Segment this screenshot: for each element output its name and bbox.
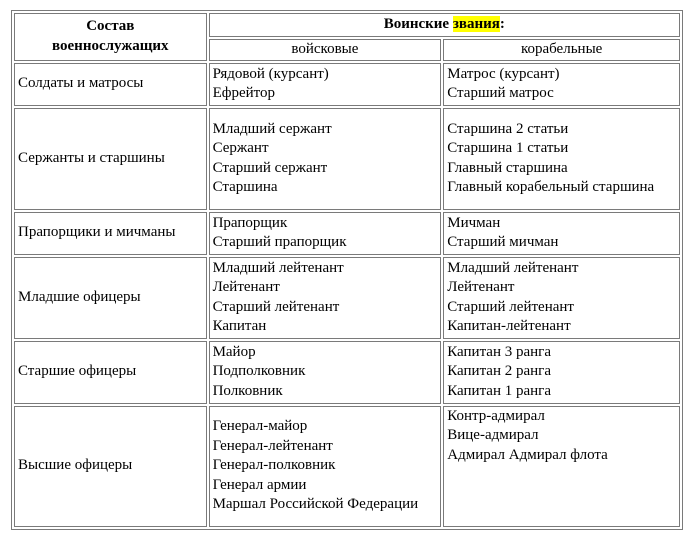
rank-item: Полковник: [212, 382, 283, 399]
table-row: [14, 212, 680, 255]
rank-item: Старший сержант: [212, 159, 328, 176]
rank-item: Старшина: [212, 179, 278, 195]
header-ranks-suffix: :: [499, 16, 505, 33]
rank-item: Лейтенант: [447, 279, 515, 295]
navy-ranks-cell: [443, 406, 680, 527]
rank-item: Капитан 1 ранга: [447, 382, 551, 399]
header-ranks-prefix: Воинские: [383, 16, 453, 33]
column-header-army: войсковые: [209, 39, 442, 61]
category-cell: Сержанты и старшины: [14, 108, 207, 210]
header-category-line2: военнослужащих: [52, 37, 169, 54]
rank-item: Младший лейтенант: [447, 259, 579, 276]
army-ranks-cell: [209, 341, 442, 404]
rank-item: Генерал-майор: [212, 418, 308, 435]
category-cell: Младшие офицеры: [14, 257, 207, 339]
rank-item: Лейтенант: [212, 279, 280, 295]
rank-item: Капитан 3 ранга: [447, 343, 551, 360]
table-row: [14, 108, 680, 210]
table-row: [14, 341, 680, 404]
rank-item: Старший мичман: [447, 234, 559, 250]
army-ranks-cell: [209, 63, 442, 106]
rank-item: Рядовой (курсант): [212, 65, 329, 82]
header-ranks-title: [209, 13, 680, 37]
rank-item: Ефрейтор: [212, 85, 275, 101]
rank-item: Старший лейтенант: [447, 298, 574, 315]
rank-item: Прапорщик: [212, 214, 288, 231]
category-cell: Высшие офицеры: [14, 406, 207, 527]
column-header-navy: корабельные: [443, 39, 680, 61]
rank-item: Майор: [212, 343, 256, 360]
rank-item: Маршал Российской Федерации: [212, 496, 419, 513]
header-row: [14, 13, 680, 37]
rank-item: Капитан-лейтенант: [447, 318, 571, 334]
rank-item: Вице-адмирал: [447, 427, 539, 443]
army-ranks-cell: [209, 108, 442, 210]
rank-item: Мичман: [447, 214, 501, 231]
table-row: [14, 257, 680, 339]
category-cell: Солдаты и матросы: [14, 63, 207, 106]
rank-item: Сержант: [212, 140, 269, 156]
rank-item: Главный корабельный старшина: [447, 179, 655, 195]
rank-item: Капитан: [212, 318, 267, 334]
army-ranks-cell: [209, 257, 442, 339]
rank-item: Старшина 1 статьи: [447, 140, 569, 156]
rank-item: Генерал армии: [212, 476, 307, 493]
header-ranks-highlight: звания: [452, 16, 500, 33]
header-category-line1: Состав: [86, 18, 135, 35]
category-cell: Прапорщики и мичманы: [14, 212, 207, 255]
navy-ranks-cell: [443, 341, 680, 404]
navy-ranks-cell: [443, 257, 680, 339]
rank-item: Генерал-полковник: [212, 457, 336, 474]
rank-item: Подполковник: [212, 363, 306, 380]
rank-item: Младший лейтенант: [212, 259, 344, 276]
army-ranks-cell: [209, 406, 442, 527]
military-ranks-table: [11, 10, 683, 530]
rank-item: Старший матрос: [447, 85, 554, 101]
header-category-cell: [14, 13, 207, 61]
rank-item: Старшина 2 статьи: [447, 120, 569, 137]
rank-item: Матрос (курсант): [447, 65, 560, 82]
rank-item: Капитан 2 ранга: [447, 363, 551, 380]
rank-item: Младший сержант: [212, 120, 332, 137]
rank-item: Адмирал Адмирал флота: [447, 446, 608, 463]
rank-item: Старший лейтенант: [212, 298, 340, 315]
rank-item: Главный старшина: [447, 159, 568, 176]
rank-item: Контр-адмирал: [447, 407, 545, 424]
table-row: [14, 63, 680, 106]
category-cell: Старшие офицеры: [14, 341, 207, 404]
army-ranks-cell: [209, 212, 442, 255]
table-row: [14, 406, 680, 527]
rank-item: Старший прапорщик: [212, 234, 347, 250]
rank-item: Генерал-лейтенант: [212, 437, 333, 454]
navy-ranks-cell: [443, 108, 680, 210]
navy-ranks-cell: [443, 63, 680, 106]
navy-ranks-cell: [443, 212, 680, 255]
